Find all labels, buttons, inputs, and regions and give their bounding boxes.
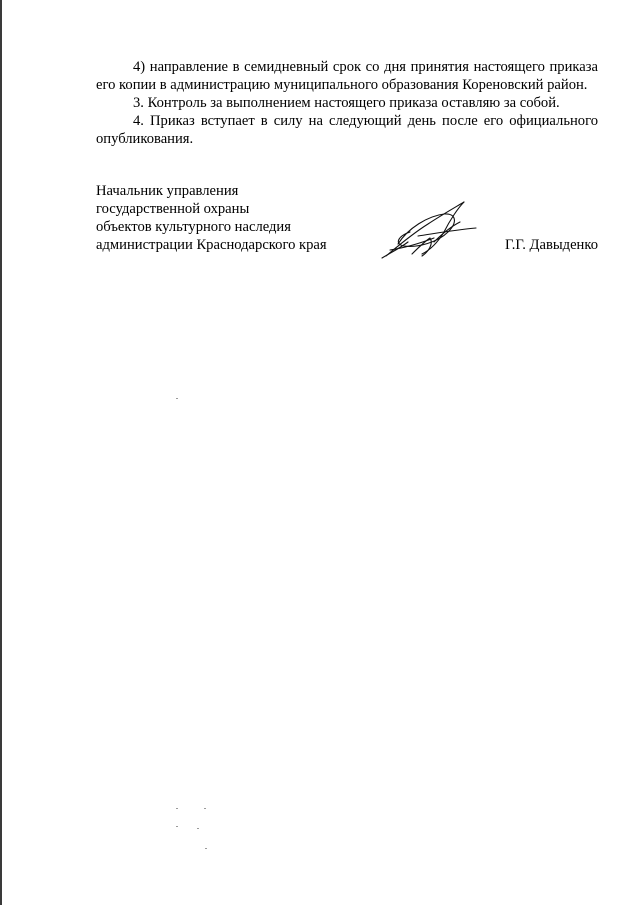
scan-speck bbox=[197, 828, 199, 829]
paragraph-clause-4: 4. Приказ вступает в силу на следующий день после его официального опубликования. bbox=[96, 113, 598, 147]
signatory-title-line-2: государственной охраны bbox=[96, 201, 250, 217]
signatory-title-line-3: объектов культурного наследия bbox=[96, 219, 291, 235]
page-edge bbox=[0, 0, 2, 905]
signatory-name: Г.Г. Давыденко bbox=[504, 237, 598, 253]
signatory-title-line-4: администрации Краснодарского края bbox=[96, 237, 327, 253]
signatory-title-line-1: Начальник управления bbox=[96, 183, 239, 199]
scan-speck bbox=[176, 808, 178, 809]
signature-block bbox=[96, 182, 598, 262]
scan-speck bbox=[176, 826, 178, 827]
document-body bbox=[96, 58, 598, 148]
paragraph-item-4: 4) направление в семидневный срок со дня принятия настоящего приказа его копии в администрацию муниципального образования Кореновский район. bbox=[96, 59, 598, 93]
scan-speck bbox=[176, 398, 178, 399]
handwritten-signature bbox=[378, 198, 478, 260]
paragraph-clause-3: 3. Контроль за выполнением настоящего приказа оставляю за собой. bbox=[133, 95, 560, 111]
scan-speck bbox=[205, 848, 207, 849]
scan-speck bbox=[204, 808, 206, 809]
